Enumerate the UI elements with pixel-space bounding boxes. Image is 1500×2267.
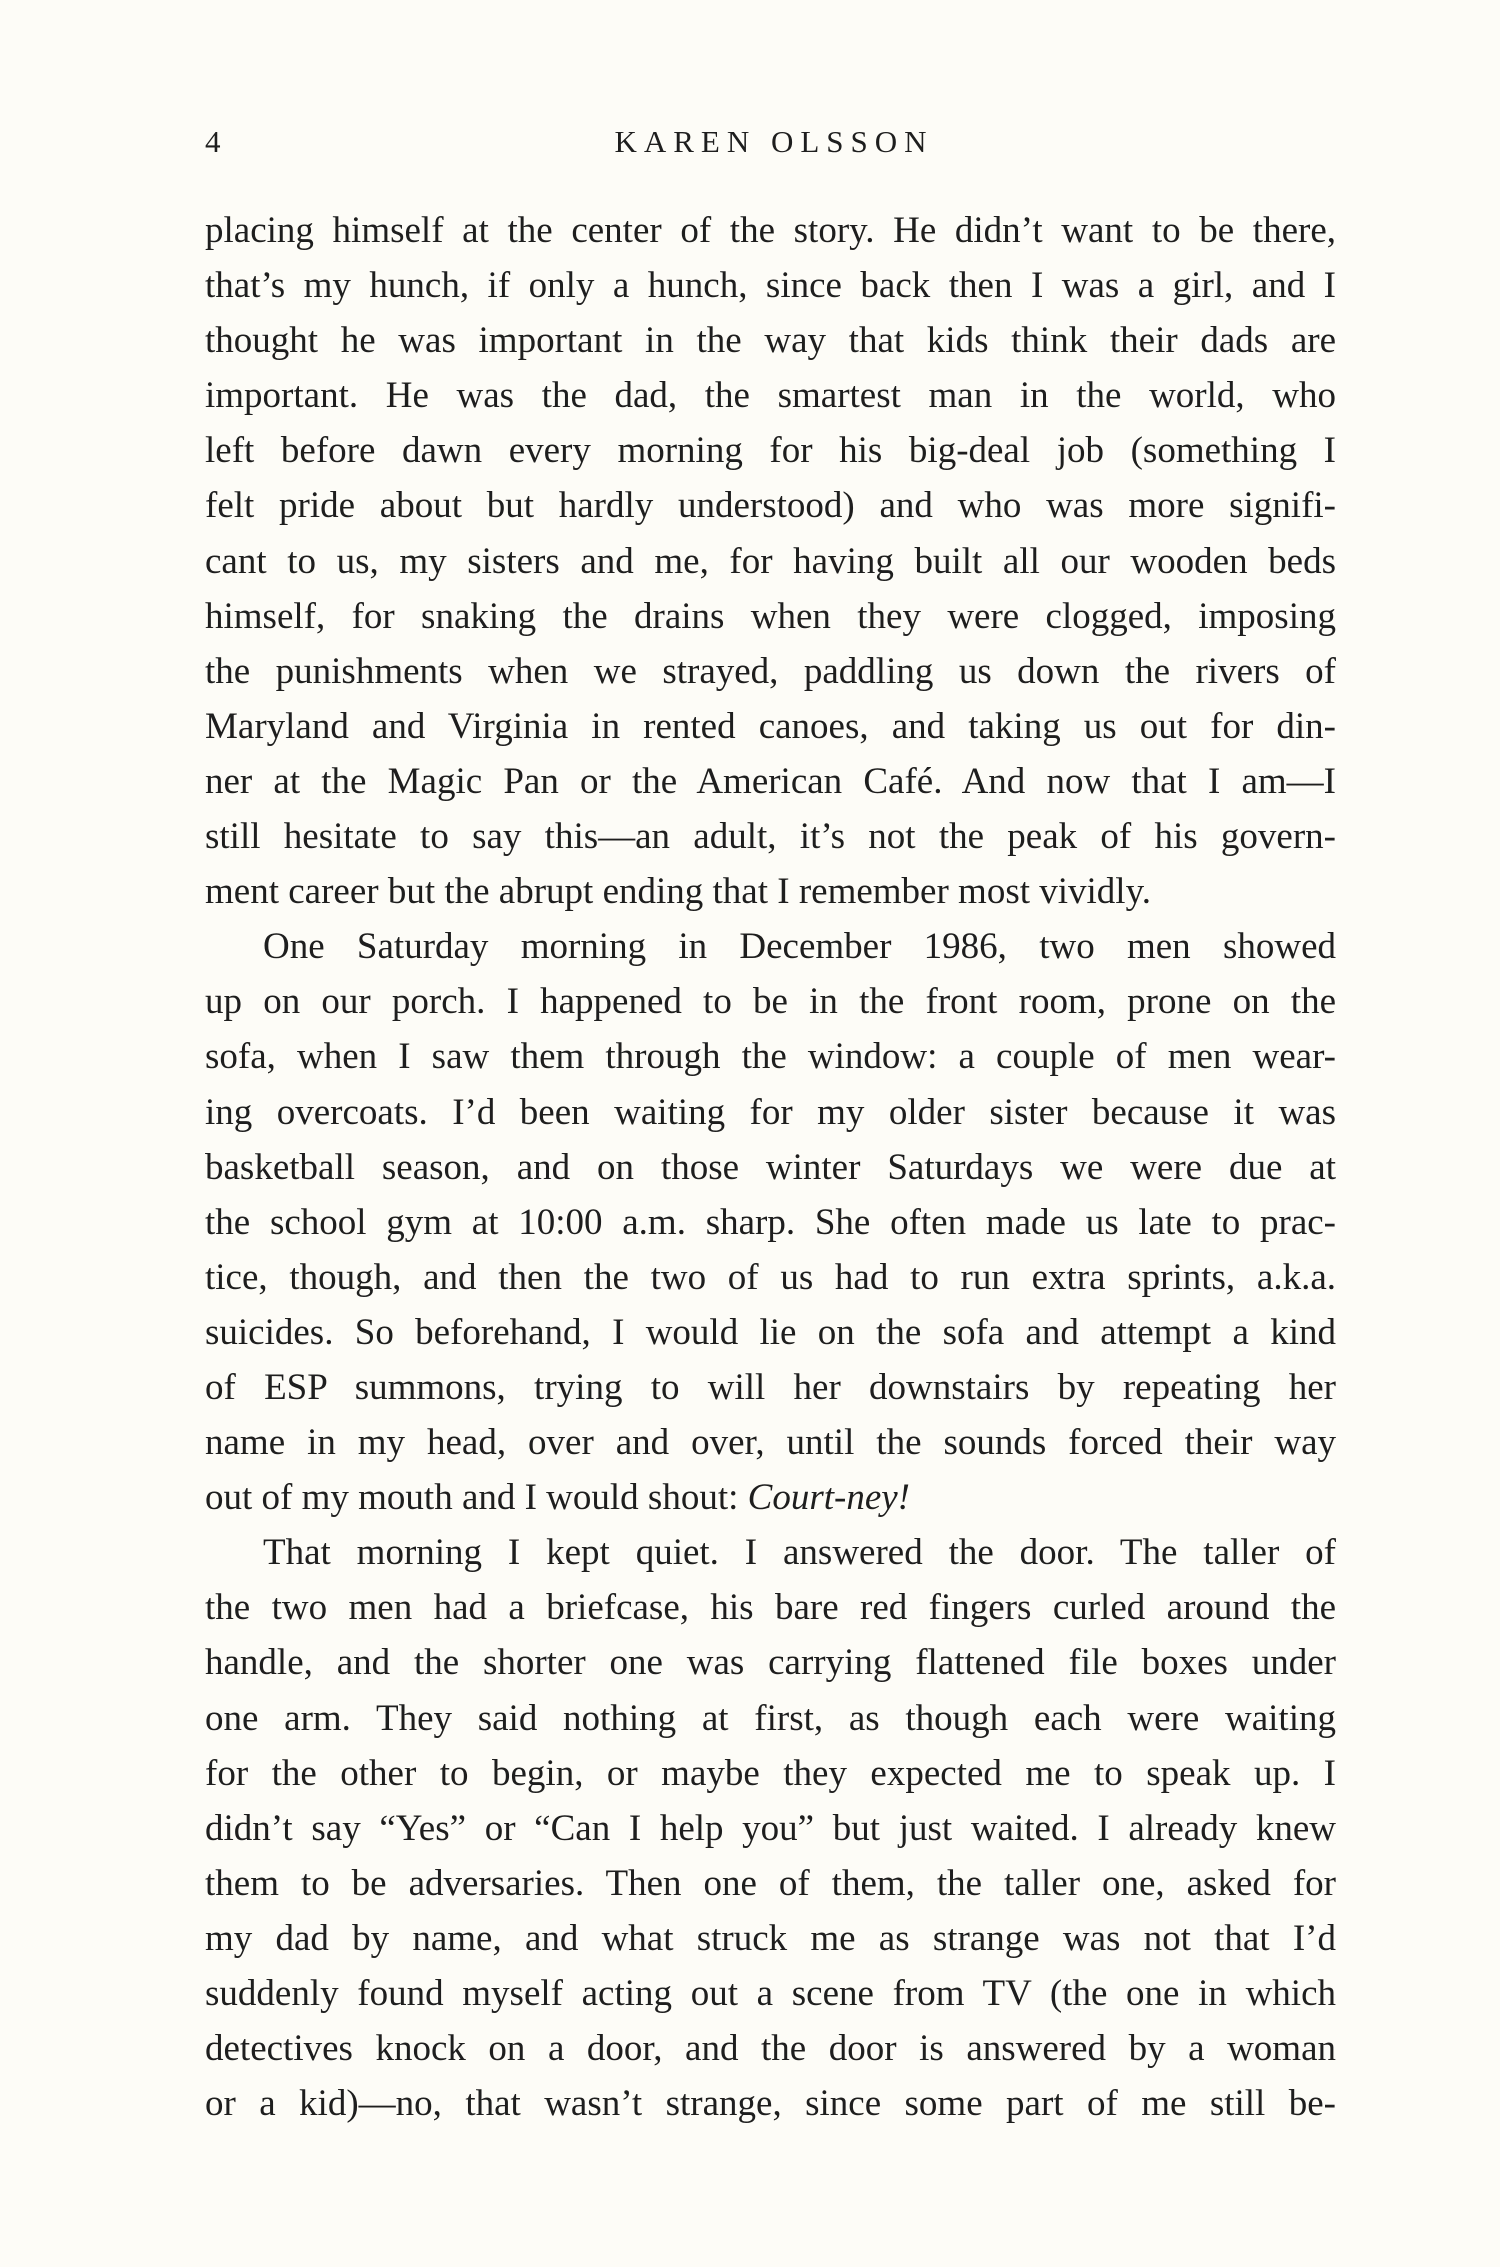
text-line-prefix: out of my mouth and I would shout:	[205, 1477, 748, 1519]
italic-name: Court-ney!	[747, 1477, 911, 1519]
text-line: One Saturday morning in December 1986, two men showed	[263, 926, 1336, 968]
text-line: the two men had a briefcase, his bare red fingers curled around the	[205, 1587, 1336, 1629]
text-line	[205, 1470, 1336, 1525]
text-line: basketball season, and on those winter Saturdays we were due at	[205, 1146, 1336, 1188]
running-head: KAREN OLSSON	[614, 124, 934, 159]
text-line: left before dawn every morning for his big-deal job (something I	[205, 430, 1336, 472]
text-line: didn’t say “Yes” or “Can I help you” but just waited. I already knew	[205, 1807, 1336, 1849]
paragraph-2	[205, 919, 1336, 1525]
paragraph-3	[205, 1525, 1336, 2131]
text-line: thought he was important in the way that kids think their dads are	[205, 320, 1336, 362]
text-line: detectives knock on a door, and the door is answered by a woman	[205, 2028, 1336, 2070]
text-line: cant to us, my sisters and me, for having built all our wooden beds	[205, 540, 1336, 582]
text-line: ment career but the abrupt ending that I remember most vividly.	[205, 871, 1151, 913]
text-line: them to be adversaries. Then one of them, the taller one, asked for	[205, 1862, 1336, 1904]
text-line: the punishments when we strayed, paddling us down the rivers of	[205, 650, 1336, 692]
text-line: handle, and the shorter one was carrying flattened file boxes under	[205, 1642, 1336, 1684]
text-line: suicides. So beforehand, I would lie on the sofa and attempt a kind	[205, 1311, 1336, 1353]
paragraph-1	[205, 203, 1336, 919]
text-line: ing overcoats. I’d been waiting for my older sister because it was	[205, 1091, 1336, 1133]
text-line: for the other to begin, or maybe they expected me to speak up. I	[205, 1752, 1336, 1794]
text-line: name in my head, over and over, until the sounds forced their way	[205, 1422, 1336, 1464]
text-line: up on our porch. I happened to be in the front room, prone on the	[205, 981, 1336, 1023]
body-text	[205, 203, 1336, 2131]
text-line: still hesitate to say this—an adult, it’s not the peak of his govern-	[205, 816, 1336, 858]
text-line: important. He was the dad, the smartest man in the world, who	[205, 375, 1336, 417]
text-line: one arm. They said nothing at first, as though each were waiting	[205, 1697, 1336, 1739]
text-line: Maryland and Virginia in rented canoes, and taking us out for din-	[205, 705, 1336, 747]
text-line: That morning I kept quiet. I answered the door. The taller of	[263, 1532, 1336, 1574]
page-header	[205, 122, 1336, 162]
text-line: sofa, when I saw them through the window: a couple of men wear-	[205, 1036, 1336, 1078]
text-line: of ESP summons, trying to will her downstairs by repeating her	[205, 1366, 1336, 1408]
text-line: my dad by name, and what struck me as strange was not that I’d	[205, 1917, 1336, 1959]
text-line: the school gym at 10:00 a.m. sharp. She often made us late to prac-	[205, 1201, 1336, 1243]
text-line: himself, for snaking the drains when they were clogged, imposing	[205, 595, 1336, 637]
text-line: tice, though, and then the two of us had to run extra sprints, a.k.a.	[205, 1256, 1336, 1298]
text-line: placing himself at the center of the story. He didn’t want to be there,	[205, 210, 1336, 251]
text-line: or a kid)—no, that wasn’t strange, since some part of me still be-	[205, 2083, 1336, 2125]
text-line: that’s my hunch, if only a hunch, since back then I was a girl, and I	[205, 265, 1336, 307]
text-line: ner at the Magic Pan or the American Café. And now that I am—I	[205, 760, 1336, 802]
text-line: felt pride about but hardly understood) and who was more signifi-	[205, 485, 1336, 527]
text-line: suddenly found myself acting out a scene from TV (the one in which	[205, 1973, 1336, 2014]
page-number: 4	[205, 124, 221, 159]
